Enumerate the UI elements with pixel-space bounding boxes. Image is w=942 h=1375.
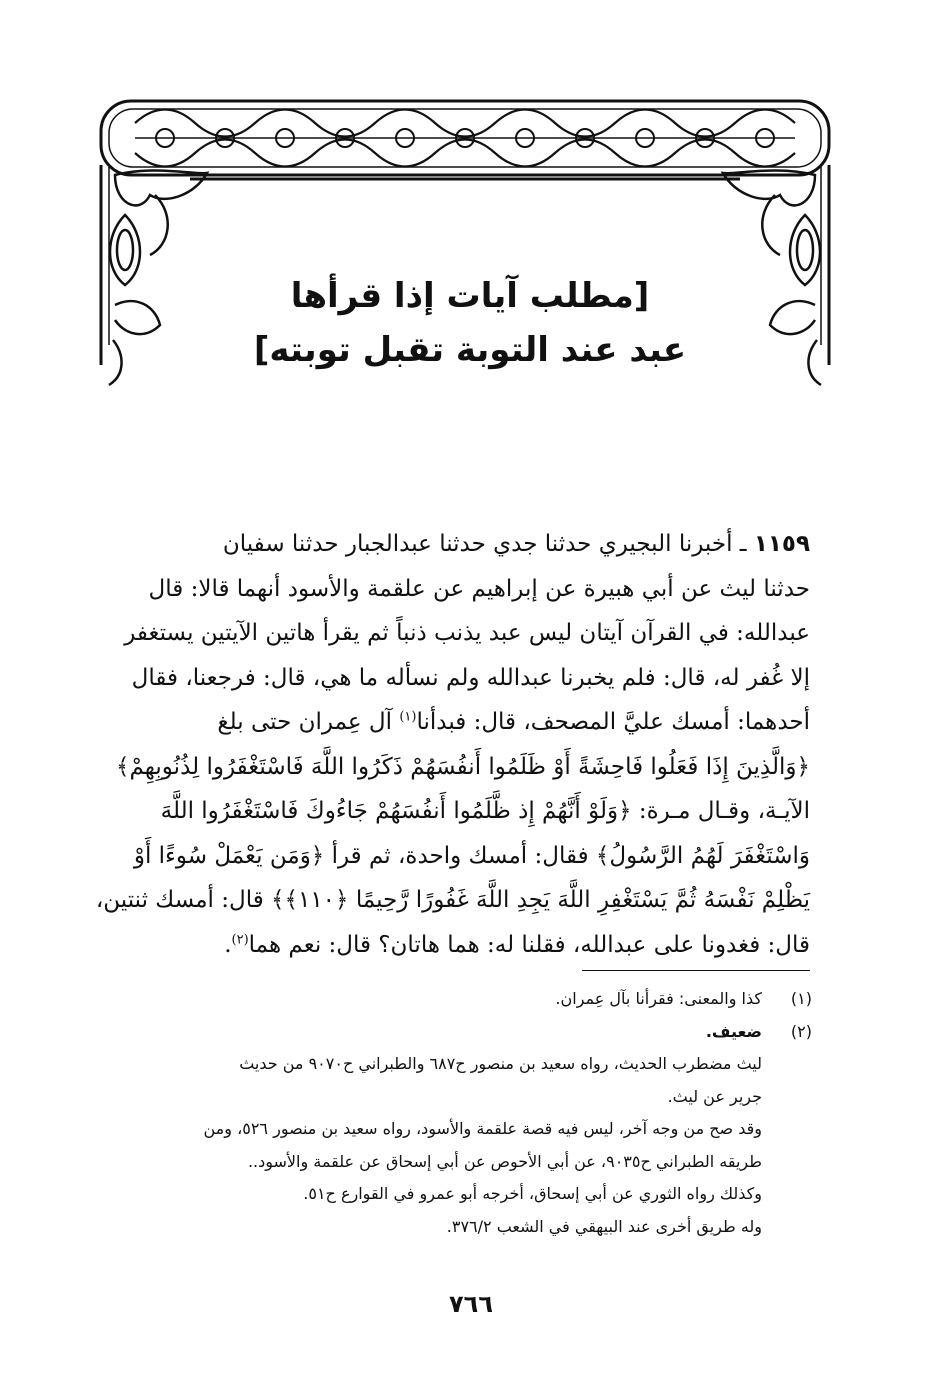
footnote-2-line-4: طريقه الطبراني ح٩٠٣٥، عن أبي الأحوص عن أبي إسحاق عن علقمة والأسود.. bbox=[247, 1151, 762, 1171]
section-title-line-1: [مطلب آيات إذا قرأها bbox=[290, 276, 650, 316]
footnotes bbox=[82, 983, 812, 1243]
section-title-line-2: عبد عند التوبة تقبل توبته] bbox=[253, 330, 687, 370]
footnote-2-line-1: ليث مضطرب الحديث، رواه سعيد بن منصور ح٦٨٧ والطبراني ح٩٠٧٠ من حديث bbox=[239, 1054, 762, 1073]
hadith-line-10: قال: فغدونا على عبدالله، فقلنا له: هما هاتان؟ قال: نعم هما$^{(٢)}$. bbox=[224, 931, 810, 958]
footnote-2-mark: (٢) bbox=[790, 1021, 812, 1041]
hadith-line-2: حدثنا ليث عن أبي هبيرة عن إبراهيم عن علقمة والأسود أنهما قالا: قال bbox=[148, 575, 810, 602]
hadith-line-1: ١١٥٩ ـ أخبرنا البجيري حدثنا جدي حدثنا عبدالجبار حدثنا سفيان bbox=[222, 531, 810, 557]
footnote-2-line-2: جرير عن ليث. bbox=[667, 1086, 762, 1106]
hadith-line-7: الآيـة، وقـال مـرة: ﴿وَلَوْ أَنَّهُمْ إِذ ظَّلَمُوا أَنفُسَهُمْ جَاءُوكَ فَاسْتَغْفَرُوا اللَّهَ bbox=[160, 798, 810, 824]
footnote-separator bbox=[582, 970, 810, 971]
footnote-1 bbox=[82, 983, 812, 1016]
hadith-line-8: وَاسْتَغْفَرَ لَهُمُ الرَّسُولُ﴾ فقال: أمسك واحدة، ثم قرأ ﴿وَمَن يَعْمَلْ سُوءًا أَوْ bbox=[133, 842, 810, 869]
footnote-1-text: كذا والمعنى: فقرأنا بآل عِمران. bbox=[555, 989, 762, 1008]
hadith-line-5: أحدهما: أمسك عليَّ المصحف، قال: فبدأنا$^{(١)}$ آل عِمران حتى بلغ bbox=[217, 709, 810, 735]
page-number: ٧٦٦ bbox=[449, 1290, 493, 1318]
hadith-line-4: إلا غُفر له، قال: فلم يخبرنا عبدالله ولم نسأله ما هي، قال: فرجعنا، فقال bbox=[131, 664, 810, 691]
footnote-2 bbox=[82, 1016, 812, 1049]
footnote-ref-2[interactable]: (٢) bbox=[231, 931, 249, 947]
footnote-2-grade: ضعيف. bbox=[705, 1021, 762, 1041]
footnote-2-line-6: وله طريق أخرى عند البيهقي في الشعب ٣٧٦/٢. bbox=[446, 1216, 762, 1236]
hadith-text bbox=[82, 522, 810, 967]
hadith-line-9: يَظْلِمْ نَفْسَهُ ثُمَّ يَسْتَغْفِرِ اللَّهَ يَجِدِ اللَّهَ غَفُورًا رَّحِيمًا ﴿١١٠﴾﴾ قال: أمسك ثنتين، bbox=[95, 887, 810, 913]
footnote-1-mark: (١) bbox=[790, 989, 812, 1008]
hadith-number: ١١٥٩ bbox=[753, 531, 810, 557]
hadith-line-3: عبدالله: في القرآن آيتان ليس عبد يذنب ذنباً ثم يقرأ هاتين الآيتين يستغفر bbox=[124, 620, 810, 646]
hadith-line-6: ﴿وَالَّذِينَ إِذَا فَعَلُوا فَاحِشَةً أَوْ ظَلَمُوا أَنفُسَهُمْ ذَكَرُوا اللَّهَ فَاسْتَغْفَرُوا لِذُنُوبِهِمْ﴾ bbox=[116, 753, 810, 780]
footnote-ref-1[interactable]: (١) bbox=[399, 709, 417, 725]
footnote-2-line-3: وقد صح من وجه آخر، ليس فيه قصة علقمة والأسود، رواه سعيد بن منصور ٥٢٦، ومن bbox=[203, 1119, 762, 1138]
footnote-2-line-5: وكذلك رواه الثوري عن أبي إسحاق، أخرجه أبو عمرو في القوارع ح٥١. bbox=[303, 1184, 762, 1203]
